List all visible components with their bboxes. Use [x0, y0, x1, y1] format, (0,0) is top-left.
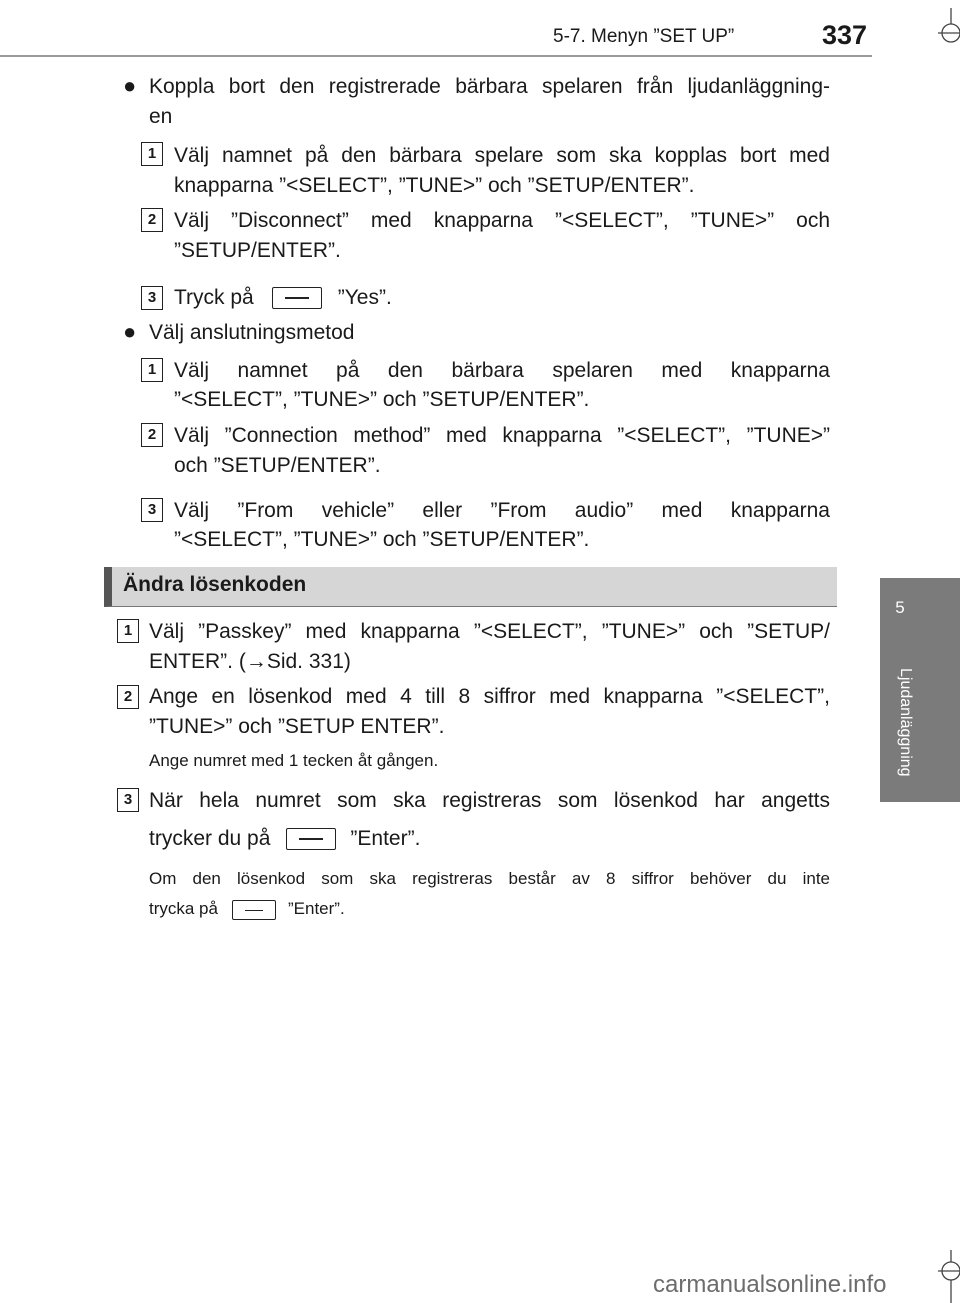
step-text: Välj ”Disconnect” med knapparna ”<SELECT”, ”TUNE>” och	[174, 209, 830, 232]
screen-button-icon	[286, 828, 336, 850]
step-text-cont: ENTER”. (→Sid. 331)	[149, 650, 351, 673]
step-number: 1	[141, 358, 163, 382]
chapter-number: 5	[895, 598, 905, 617]
connection-title: Välj anslutningsmetod	[149, 321, 355, 344]
note-text-pre: trycka på	[149, 899, 218, 918]
step-number: 3	[141, 286, 163, 310]
step-text	[174, 283, 392, 313]
step-number: 2	[141, 423, 163, 447]
step-text: När hela numret som ska registreras som lösenkod har angetts	[149, 789, 830, 812]
screen-button-icon	[232, 900, 276, 920]
crop-mark-bottom-right	[938, 1250, 960, 1303]
note-text-post: ”Enter”.	[287, 899, 345, 918]
step-text: Välj ”Connection method” med knapparna ”<SELECT”, ”TUNE>”	[174, 424, 830, 447]
step-text: Ange en lösenkod med 4 till 8 siffror med knapparna ”<SELECT”,	[149, 685, 830, 708]
step-text-cont	[149, 824, 420, 854]
section-title: Ändra lösenkoden	[123, 573, 307, 596]
section-heading: 5-7. Menyn ”SET UP”	[553, 26, 735, 47]
screen-button-icon	[272, 287, 322, 309]
step-text: Välj ”From vehicle” eller ”From audio” med knapparna	[174, 499, 830, 522]
step-text-post: ”Enter”.	[350, 827, 421, 850]
crop-mark-top-right	[938, 8, 960, 42]
disconnect-title-cont: en	[149, 105, 173, 128]
step-text-cont: ”SETUP/ENTER”.	[174, 239, 341, 262]
step-number: 3	[117, 788, 139, 812]
step-text: Välj ”Passkey” med knapparna ”<SELECT”, ”TUNE>” och ”SETUP/	[149, 620, 830, 643]
step-number: 2	[141, 208, 163, 232]
disconnect-title: Koppla bort den registrerade bärbara spelaren från ljudanläggning-	[149, 75, 830, 98]
step-number: 1	[117, 619, 139, 643]
step-note: Ange numret med 1 tecken åt gången.	[149, 751, 439, 770]
page-number: 337	[822, 20, 868, 50]
step-text-cont: ”<SELECT”, ”TUNE>” och ”SETUP/ENTER”.	[174, 528, 590, 551]
step-text-cont: knapparna ”<SELECT”, ”TUNE>” och ”SETUP/ENTER”.	[174, 174, 695, 197]
step-text-cont: ”TUNE>” och ”SETUP ENTER”.	[149, 715, 445, 738]
step-number: 1	[141, 142, 163, 166]
step-note: Om den lösenkod som ska registreras består av 8 siffror behöver du inte	[149, 869, 830, 888]
bullet-icon: ●	[123, 73, 137, 98]
step-text-post: ”Yes”.	[337, 286, 392, 309]
step-note-cont	[149, 896, 345, 922]
step-number: 3	[141, 498, 163, 522]
step-text: Välj namnet på den bärbara spelaren med knapparna	[174, 359, 830, 382]
watermark: carmanualsonline.info	[653, 1271, 887, 1298]
step-text-cont: ”<SELECT”, ”TUNE>” och ”SETUP/ENTER”.	[174, 388, 590, 411]
step-text-pre: Tryck på	[174, 286, 254, 309]
step-number: 2	[117, 685, 139, 709]
chapter-label: Ljudanläggning	[897, 668, 914, 777]
step-text: Välj namnet på den bärbara spelare som ska kopplas bort med	[174, 144, 830, 167]
step-text-pre: trycker du på	[149, 827, 271, 850]
step-text-cont: och ”SETUP/ENTER”.	[174, 454, 381, 477]
bullet-icon: ●	[123, 319, 137, 344]
